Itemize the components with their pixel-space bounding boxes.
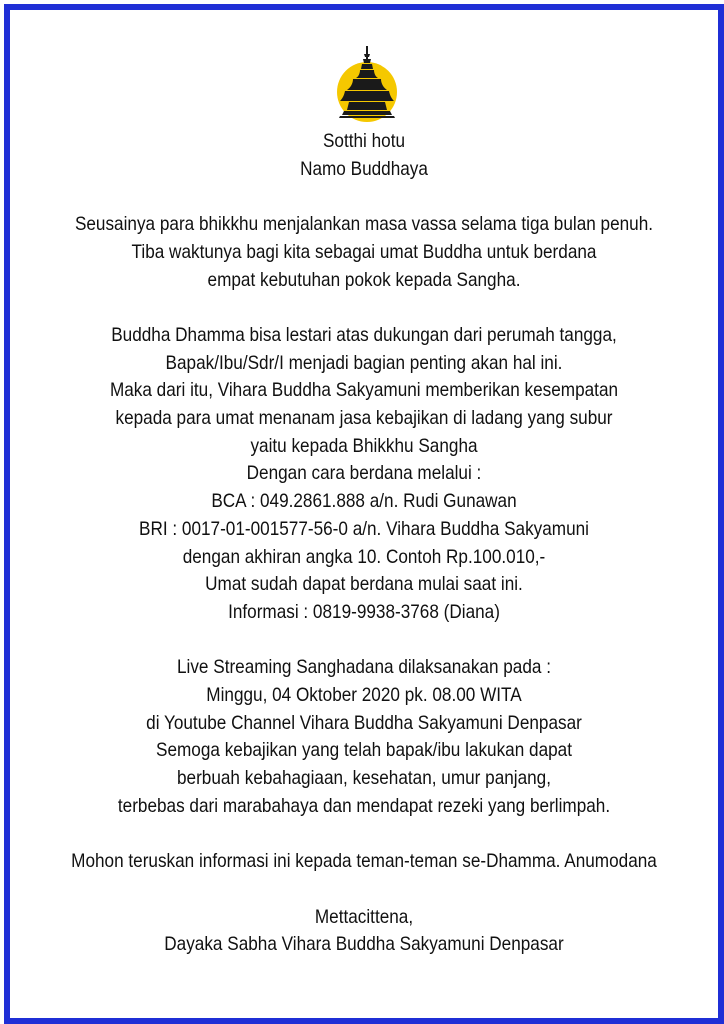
paragraph-forward: [52, 848, 675, 876]
text-line: berbuah kebahagiaan, kesehatan, umur panjang,: [177, 767, 551, 790]
text-line: terbebas dari marabahaya dan mendapat rezeki yang berlimpah.: [117, 794, 611, 817]
page-border: [4, 4, 724, 1024]
bca-account: BCA : 049.2861.888 a/n. Rudi Gunawan: [211, 490, 517, 513]
event-datetime: Minggu, 04 Oktober 2020 pk. 08.00 WITA: [206, 684, 522, 707]
text-line: Buddha Dhamma bisa lestari atas dukungan dari perumah tangga,: [111, 323, 617, 346]
text-line: Umat sudah dapat berdana mulai saat ini.: [205, 573, 523, 596]
text-line: yaitu kepada Bhikkhu Sangha: [250, 434, 478, 457]
text-line: Live Streaming Sanghadana dilaksanakan pada :: [177, 656, 551, 679]
text-line: dengan akhiran angka 10. Contoh Rp.100.010,-: [182, 545, 546, 568]
greeting: [52, 128, 675, 183]
announcement-text: [52, 128, 675, 959]
text-line: Maka dari itu, Vihara Buddha Sakyamuni memberikan kesempatan: [109, 379, 619, 402]
paragraph-livestream: [52, 654, 675, 820]
text-line: di Youtube Channel Vihara Buddha Sakyamuni Denpasar: [146, 711, 582, 734]
text-line: empat kebutuhan pokok kepada Sangha.: [207, 268, 521, 291]
text-line: Seusainya para bhikkhu menjalankan masa vassa selama tiga bulan penuh.: [74, 213, 654, 236]
text-line: Dengan cara berdana melalui :: [246, 462, 482, 485]
signature-line: Dayaka Sabha Vihara Buddha Sakyamuni Denpasar: [164, 933, 564, 956]
closing: [52, 904, 675, 959]
contact-info: Informasi : 0819-9938-3768 (Diana): [228, 600, 500, 623]
paragraph-intro: [52, 211, 675, 294]
text-line: Mohon teruskan informasi ini kepada teman-teman se-Dhamma. Anumodana: [71, 850, 657, 873]
greeting-line: Sotthi hotu: [322, 130, 406, 152]
paragraph-donation: [52, 322, 675, 627]
text-line: Bapak/Ibu/Sdr/I menjadi bagian penting akan hal ini.: [165, 351, 563, 374]
bri-account: BRI : 0017-01-001577-56-0 a/n. Vihara Buddha Sakyamuni: [139, 517, 589, 540]
text-line: Tiba waktunya bagi kita sebagai umat Buddha untuk berdana: [131, 240, 597, 263]
text-line: kepada para umat menanam jasa kebajikan di ladang yang subur: [115, 407, 613, 429]
text-line: Semoga kebajikan yang telah bapak/ibu lakukan dapat: [156, 739, 572, 762]
closing-line: Mettacittena,: [314, 905, 414, 928]
greeting-line: Namo Buddhaya: [300, 157, 428, 180]
temple-pagoda-icon: [335, 44, 399, 124]
